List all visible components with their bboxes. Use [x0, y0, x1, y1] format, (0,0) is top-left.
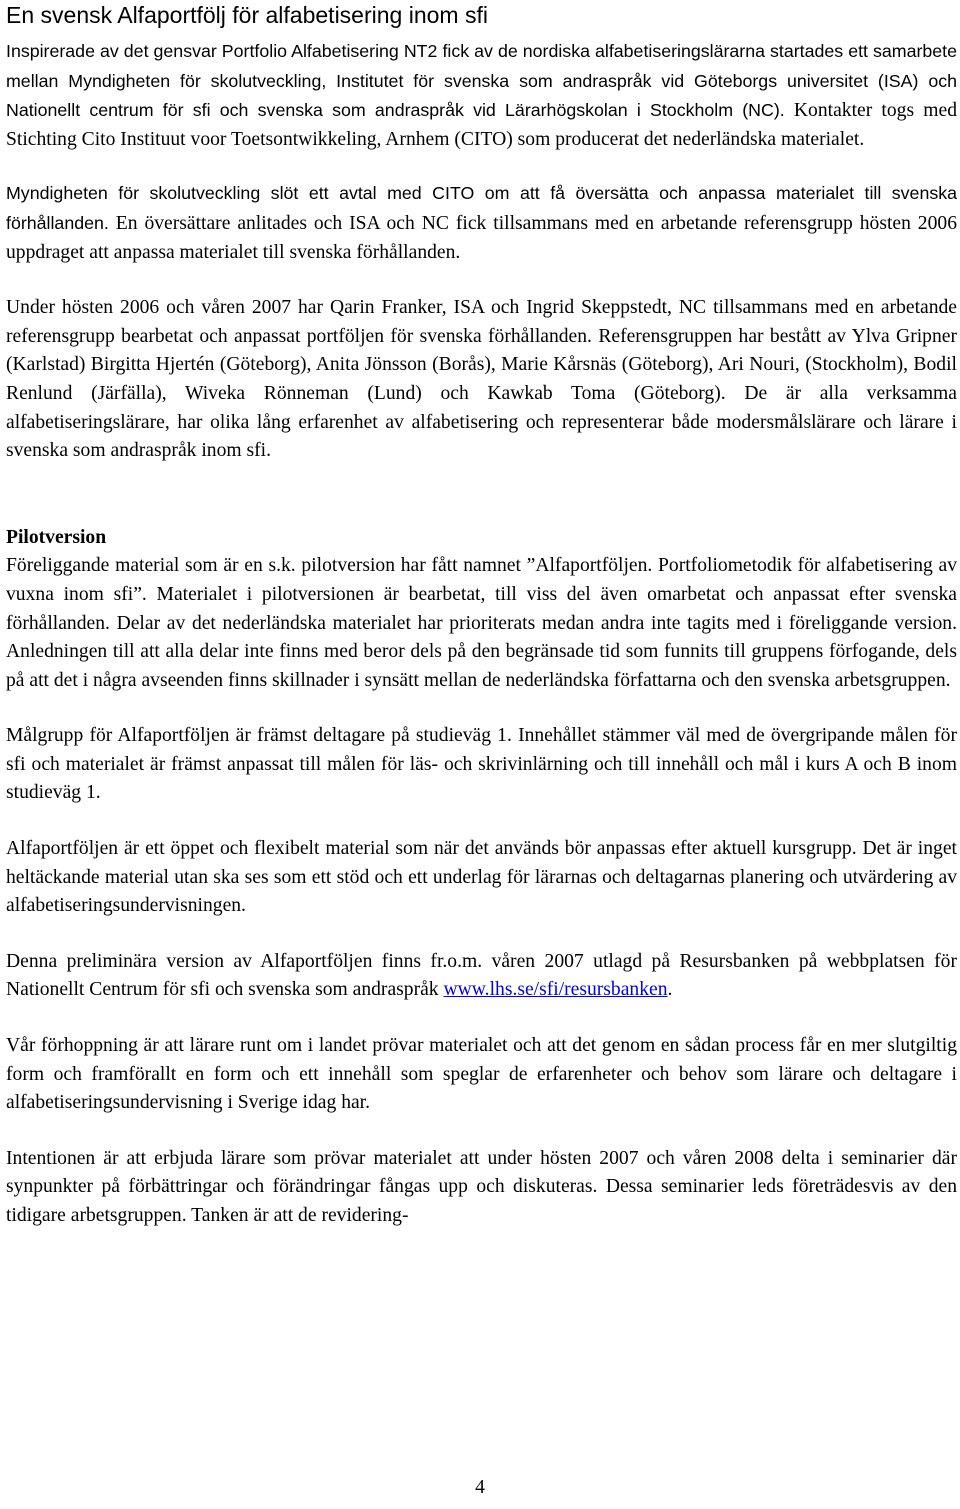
- page-number: 4: [475, 1477, 485, 1498]
- paragraph-agreement-part-1: Myndigheten för skolutveckling slöt ett avtal med CITO om att få översätta och anpassa materialet till svenska förhållanden.: [6, 183, 957, 233]
- section-heading-pilotversion: Pilotversion: [6, 526, 107, 548]
- paragraph-hope: Vår förhoppning är att lärare runt om i landet prövar materialet och att det genom en sådan process får en mer slutgiltig form och framförallt en form och ett innehåll som speglar de erfarenheter och behov som lärare och deltagare i alfabetiseringsundervisning i Sverige idag har.: [6, 1035, 957, 1114]
- resursbanken-link[interactable]: www.lhs.se/sfi/resursbanken: [443, 979, 668, 1001]
- paragraph-flexible-material-part-2: Det är inget heltäckande material utan ska ses som ett stöd och ett underlag för lärarnas och deltagarnas planering och utvärdering av alfabetiseringsundervisningen.: [6, 838, 957, 917]
- paragraph-reference-group: [6, 294, 957, 466]
- paragraph-target-group: [6, 722, 957, 808]
- paragraph-target-group-part-2: Innehållet stämmer väl med de övergripande målen för sfi och materialet är främst anpassat till målen för läs- och skrivinlärning och till innehåll och mål i kurs A och B inom studieväg 1.: [6, 725, 957, 804]
- paragraph-flexible-material: [6, 835, 957, 921]
- paragraph-pilot-part-1: Föreliggande material som är en s.k. pilotversion har fått namnet ”Alfaportföljen. Portfoliometodik för alfabetisering av vuxna inom sfi”. Materialet i pilotversionen är bearbetat, till viss del även omarbetat och anpassat efter svenska förhållanden. Delar av det nederländska materialet har prioriterats medan andra inte tagits med i föreliggande version.: [6, 555, 957, 634]
- paragraph-pilot: [6, 552, 957, 695]
- paragraph-preliminary-version: [6, 948, 957, 1005]
- paragraph-agreement-part-2: En översättare anlitades och ISA och NC fick tillsammans med en arbetande referensgrupp hösten 2006 uppdraget att anpassa materialet till svenska förhållanden.: [6, 212, 957, 263]
- paragraph-flexible-material-part-1: Alfaportföljen är ett öppet och flexibelt material som när det används bör anpassas efter aktuell kursgrupp.: [6, 838, 857, 860]
- paragraph-preliminary-version-text: Denna preliminära version av Alfaportföljen finns fr.o.m. våren 2007 utlagd på Resursbanken på webbplatsen för Nationellt Centrum för sfi och svenska som andraspråk: [6, 950, 957, 1001]
- paragraph-agreement: [6, 179, 957, 267]
- paragraph-preliminary-version-period: .: [667, 979, 673, 1001]
- paragraph-reference-group-part-1: Under hösten 2006 och våren 2007 har Qarin Franker, ISA och Ingrid Skeppstedt, NC tillsammans med en arbetande referensgrupp bearbetat och anpassat portföljen för svenska förhållanden. Referensgruppen har bestått av Ylva Gripner (Karlstad) Birgitta Hjertén (Göteborg), Anita Jönsson (Borås), Marie Kårsnäs (Göteborg), Ari Nouri, (Stockholm), Bodil Renlund (Järfälla), Wiveka Rönneman (Lund) och Kawkab Toma (Göteborg).: [6, 297, 957, 404]
- paragraph-intention-part-1: Intentionen är att erbjuda lärare som prövar materialet att under hösten 2007 och våren 2008 delta i seminarier där synpunkter på förbättringar och förändringar fångas upp och diskuteras.: [6, 1147, 957, 1198]
- paragraph-intro-part-1: Inspirerade av det gensvar Portfolio Alfabetisering NT2 fick av de nordiska alfabetiseringslärarna startades ett samarbete mellan Myndigheten för skolutveckling, Institutet för svenska som andraspråk vid Göteborgs universitet (ISA) och Nationellt centrum för sfi och svenska som andraspråk vid Lärarhögskolan i Stockholm (NC).: [6, 41, 957, 121]
- document-title: En svensk Alfaportfölj för alfabetisering inom sfi: [6, 2, 488, 28]
- paragraph-intro: [6, 37, 957, 154]
- paragraph-intention: [6, 1145, 957, 1231]
- paragraph-pilot-part-2: Anledningen till att alla delar inte finns med beror dels på den begränsade tid som funnits till gruppens förfogande, dels på att det i några avseenden finns skillnader i synsätt mellan de nederländska författarna och den svenska arbetsgruppen.: [6, 641, 957, 691]
- paragraph-intention-part-2: Dessa seminarier leds företrädesvis av den tidigare arbetsgruppen. Tanken är att de revidering-: [6, 1176, 957, 1226]
- paragraph-reference-group-part-2: De är alla verksamma alfabetiseringslärare, har olika lång erfarenhet av alfabetisering och representerar både modersmålslärare och lärare i svenska som andraspråk inom sfi.: [6, 382, 957, 462]
- paragraph-target-group-part-1: Målgrupp för Alfaportföljen är främst deltagare på studieväg 1.: [6, 725, 512, 747]
- paragraph-intro-part-2: Kontakter togs med Stichting Cito Instituut voor Toetsontwikkeling, Arnhem (CITO) som producerat det nederländska materialet.: [6, 100, 958, 150]
